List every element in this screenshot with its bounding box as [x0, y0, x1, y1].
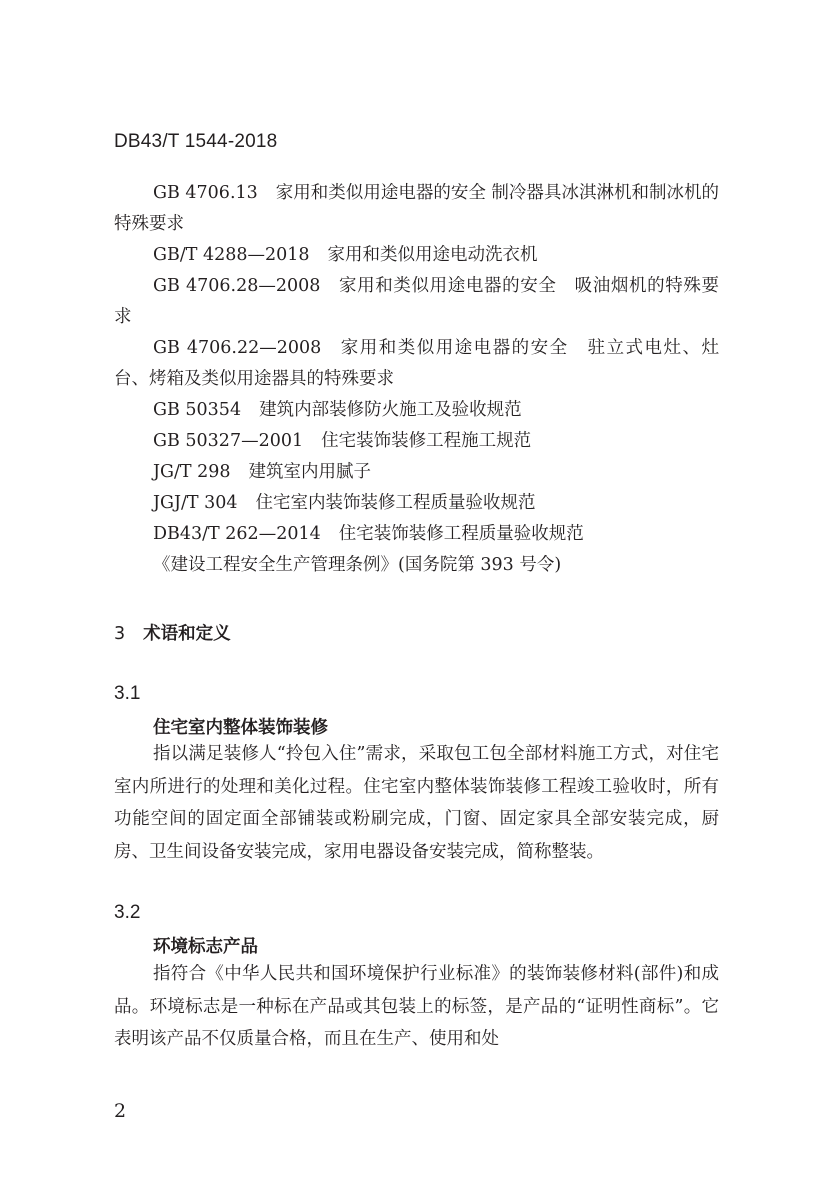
reference-code: GB 4706.22—2008 [153, 338, 322, 358]
reference-code: GB/T 4288—2018 [153, 245, 310, 265]
section-number: 3 [114, 624, 126, 644]
clause-number: 3.1 [114, 683, 141, 704]
reference-item [114, 240, 719, 271]
reference-item [114, 519, 719, 550]
reference-item [114, 457, 719, 488]
term-title: 环境标志产品 [153, 937, 258, 957]
reference-title: 家用和类似用途电器的安全 制冷器具冰淇淋机和制冰机的特殊要求 [114, 183, 719, 234]
term-title: 住宅室内整体装饰装修 [153, 718, 328, 738]
reference-code: JG/T 298 [153, 462, 231, 482]
normative-references-list [114, 178, 719, 581]
page-number: 2 [114, 1100, 127, 1122]
reference-title: 家用和类似用途电器的安全 驻立式电灶、灶台、烤箱及类似用途器具的特殊要求 [114, 338, 719, 389]
reference-title: 住宅室内装饰装修工程质量验收规范 [255, 493, 536, 513]
document-code: DB43/T 1544-2018 [114, 131, 278, 152]
reference-code: GB 50354 [153, 400, 242, 420]
reference-code: JGJ/T 304 [153, 493, 238, 513]
reference-item [114, 488, 719, 519]
reference-title: 《建设工程安全生产管理条例》(国务院第 393 号令) [153, 555, 562, 575]
reference-item [114, 426, 719, 457]
term-definition: 指以满足装修人“拎包入住”需求，采取包工包全部材料施工方式，对住宅室内所进行的处理和美化过程。住宅室内整体装饰装修工程竣工验收时，所有功能空间的固定面全部铺装或粉刷完成，门窗、固定家具全部安装完成，厨房、卫生间设备安装完成，家用电器设备安装完成，简称整装。 [114, 744, 719, 862]
reference-code: DB43/T 262—2014 [153, 524, 321, 544]
reference-title: 家用和类似用途电器的安全 吸油烟机的特殊要求 [114, 276, 720, 327]
section-heading [114, 620, 231, 645]
reference-title: 住宅装饰装修工程施工规范 [321, 431, 532, 451]
reference-code: GB 4706.13 [153, 183, 258, 203]
reference-title: 建筑内部装修防火施工及验收规范 [259, 400, 522, 420]
reference-item [114, 178, 719, 240]
reference-code: GB 4706.28—2008 [153, 276, 321, 296]
term-definition: 指符合《中华人民共和国环境保护行业标准》的装饰装修材料(部件)和成品。环境标志是一种标在产品或其包装上的标签，是产品的“证明性商标”。它表明该产品不仅质量合格，而且在生产、使用和处 [114, 964, 719, 1049]
clause-number: 3.2 [114, 902, 141, 923]
reference-item [114, 395, 719, 426]
reference-item [114, 550, 719, 581]
reference-code: GB 50327—2001 [153, 431, 304, 451]
reference-item [114, 271, 719, 333]
reference-title: 建筑室内用腻子 [248, 462, 372, 482]
reference-title: 住宅装饰装修工程质量验收规范 [338, 524, 584, 544]
reference-item [114, 333, 719, 395]
reference-title: 家用和类似用途电动洗衣机 [327, 245, 538, 265]
section-title: 术语和定义 [143, 624, 231, 644]
